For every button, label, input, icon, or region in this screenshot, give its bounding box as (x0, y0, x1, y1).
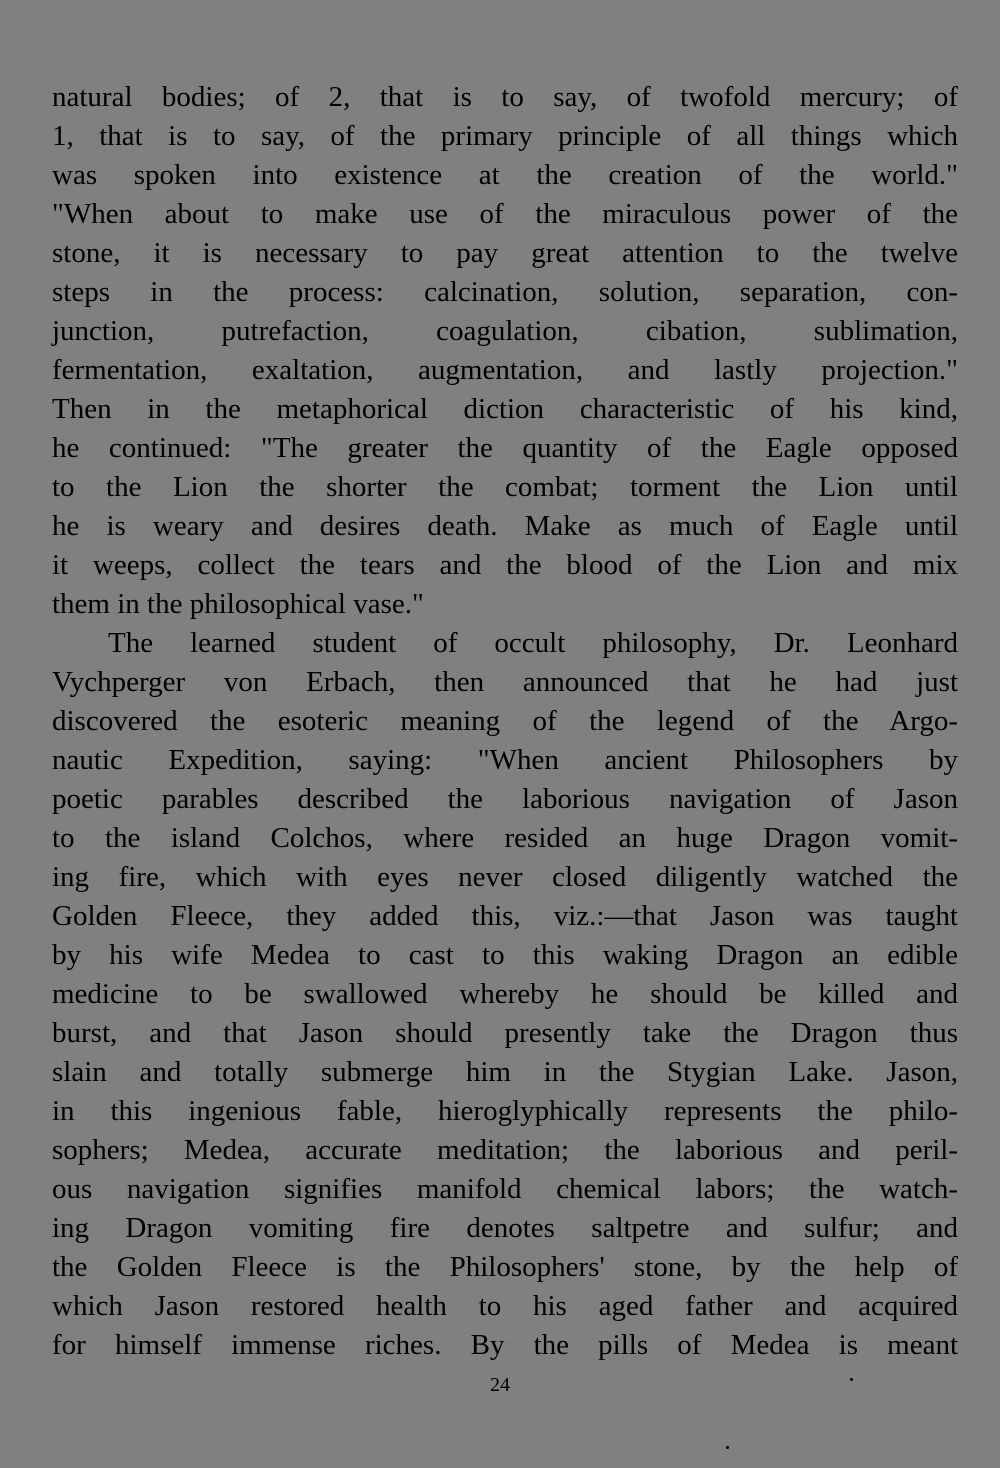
text-line: The learned student of occult philosophy, Dr. Leonhard (108, 627, 958, 659)
text-line: discovered the esoteric meaning of the legend of the Argo- (52, 705, 958, 737)
text-line: Vychperger von Erbach, then announced that he had just (52, 666, 958, 698)
text-line: he continued: "The greater the quantity of the Eagle opposed (52, 432, 958, 464)
text-line: was spoken into existence at the creation of the world." (52, 159, 958, 191)
text-line: stone, it is necessary to pay great attention to the twelve (52, 237, 958, 269)
text-line: "When about to make use of the miraculous power of the (52, 198, 958, 230)
text-line: which Jason restored health to his aged father and acquired (52, 1290, 958, 1322)
print-speck (850, 1378, 853, 1381)
page-body-text (52, 78, 958, 1365)
text-line: them in the philosophical vase." (52, 588, 424, 620)
text-line: in this ingenious fable, hieroglyphically represents the philo- (52, 1095, 958, 1127)
text-line: natural bodies; of 2, that is to say, of twofold mercury; of (52, 81, 958, 113)
text-line: sophers; Medea, accurate meditation; the laborious and peril- (52, 1134, 958, 1166)
text-line: medicine to be swallowed whereby he should be killed and (52, 978, 958, 1010)
text-line: burst, and that Jason should presently take the Dragon thus (52, 1017, 958, 1049)
text-line: fermentation, exaltation, augmentation, and lastly projection." (52, 354, 958, 386)
text-line: 1, that is to say, of the primary principle of all things which (52, 120, 958, 152)
page-number: 24 (490, 1374, 510, 1396)
text-line: he is weary and desires death. Make as much of Eagle until (52, 510, 958, 542)
text-line: to the Lion the shorter the combat; torment the Lion until (52, 471, 958, 503)
print-speck (726, 1446, 729, 1449)
text-line: Then in the metaphorical diction characteristic of his kind, (52, 393, 958, 425)
text-line: to the island Colchos, where resided an huge Dragon vomit- (52, 822, 958, 854)
text-line: nautic Expedition, saying: "When ancient Philosophers by (52, 744, 958, 776)
text-line: ing Dragon vomiting fire denotes saltpetre and sulfur; and (52, 1212, 958, 1244)
text-line: the Golden Fleece is the Philosophers' stone, by the help of (52, 1251, 958, 1283)
text-line: Golden Fleece, they added this, viz.:—that Jason was taught (52, 900, 958, 932)
text-line: by his wife Medea to cast to this waking Dragon an edible (52, 939, 958, 971)
text-line: it weeps, collect the tears and the blood of the Lion and mix (52, 549, 958, 581)
text-line: ing fire, which with eyes never closed diligently watched the (52, 861, 958, 893)
text-line: for himself immense riches. By the pills of Medea is meant (52, 1329, 958, 1361)
text-line: steps in the process: calcination, solution, separation, con- (52, 276, 958, 308)
text-line: poetic parables described the laborious navigation of Jason (52, 783, 958, 815)
text-line: ous navigation signifies manifold chemical labors; the watch- (52, 1173, 958, 1205)
text-line: junction, putrefaction, coagulation, cibation, sublimation, (52, 315, 958, 347)
text-line: slain and totally submerge him in the Stygian Lake. Jason, (52, 1056, 958, 1088)
